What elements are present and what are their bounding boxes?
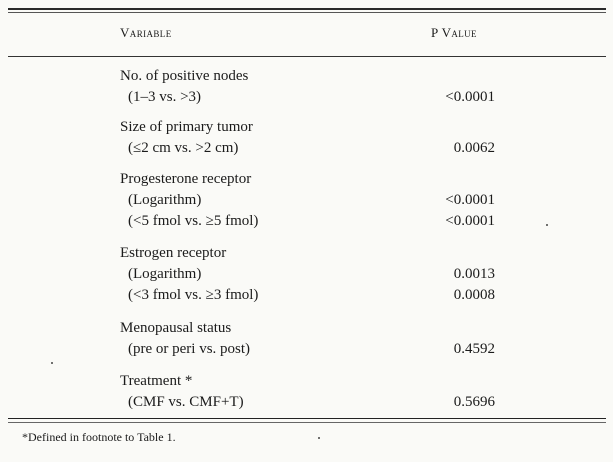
variable-comparison: (<5 fmol vs. ≥5 fmol) (128, 213, 259, 229)
variable-name: Menopausal status (120, 320, 232, 336)
variable-comparison: (Logarithm) (128, 266, 202, 282)
p-value: 0.0062 (453, 140, 495, 156)
scan-speck (51, 362, 53, 364)
variable-name: No. of positive nodes (120, 68, 249, 84)
table-row-treatment (120, 371, 244, 413)
variable-comparison: (CMF vs. CMF+T) (128, 394, 244, 410)
table-top-rule (8, 8, 606, 10)
footnote: *Defined in footnote to Table 1. (22, 430, 176, 444)
scan-speck (546, 224, 548, 226)
p-value: <0.0001 (445, 192, 495, 208)
p-value: 0.0013 (453, 266, 495, 282)
variable-name: Estrogen receptor (120, 245, 227, 261)
column-header-p-value: P Value (431, 25, 477, 40)
variable-comparison: (≤2 cm vs. >2 cm) (128, 140, 239, 156)
table-row-progesterone (120, 169, 258, 232)
table-row-menopausal (120, 318, 250, 360)
table-bottom-rule (8, 418, 606, 419)
variable-comparison: (pre or peri vs. post) (128, 341, 251, 357)
p-value: 0.5696 (453, 394, 495, 410)
column-header-variable: Variable (120, 25, 172, 40)
table-row-positive-nodes (120, 66, 248, 108)
table-bottom-rule-secondary (8, 422, 606, 423)
p-value: 0.0008 (453, 287, 495, 303)
p-value: 0.4592 (453, 341, 495, 357)
p-value: <0.0001 (445, 89, 495, 105)
table-row-estrogen (120, 243, 258, 306)
p-value: <0.0001 (445, 213, 495, 229)
header-rule (8, 56, 606, 57)
variable-name: Size of primary tumor (120, 119, 253, 135)
variable-name: Progesterone receptor (120, 171, 252, 187)
table-row-tumor-size (120, 117, 253, 159)
variable-comparison: (1–3 vs. >3) (128, 89, 202, 105)
variable-name: Treatment * (120, 373, 193, 389)
variable-comparison: (<3 fmol vs. ≥3 fmol) (128, 287, 259, 303)
scan-speck (318, 437, 320, 439)
variable-comparison: (Logarithm) (128, 192, 202, 208)
table-top-rule-secondary (8, 12, 606, 13)
